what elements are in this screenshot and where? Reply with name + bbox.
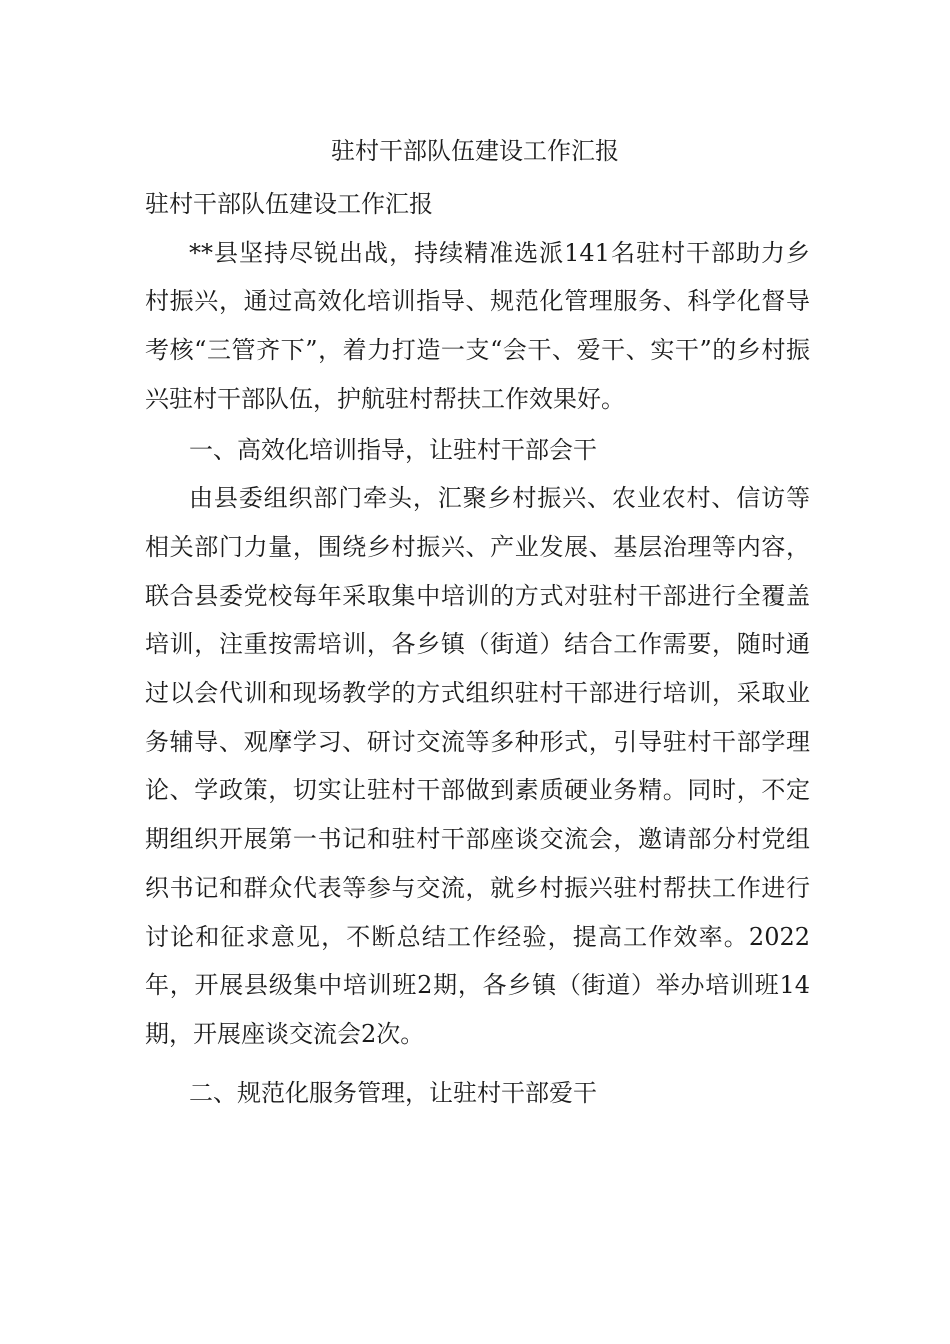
section-heading-1: 一、高效化培训指导，让驻村干部会干 [189,435,597,464]
intro-paragraph: **县坚持尽锐出战，持续精准选派141名驻村干部助力乡村振兴，通过高效化培训指导、规范化管理服务、科学化督导考核“三管齐下”，着力打造一支“会干、爱干、实干”的乡村振兴驻村干部队伍，护航驻村帮扶工作效果好。 [145,238,810,413]
section-heading-2: 二、规范化服务管理，让驻村干部爱干 [189,1078,597,1107]
document-subtitle: 驻村干部队伍建设工作汇报 [145,190,433,218]
document-title: 驻村干部队伍建设工作汇报 [331,137,619,165]
document-body [145,180,810,1117]
section-1-paragraph: 由县委组织部门牵头，汇聚乡村振兴、农业农村、信访等相关部门力量，围绕乡村振兴、产业发展、基层治理等内容，联合县委党校每年采取集中培训的方式对驻村干部进行全覆盖培训，注重按需培训，各乡镇（街道）结合工作需要，随时通过以会代训和现场教学的方式组织驻村干部进行培训，采取业务辅导、观摩学习、研讨交流等多种形式，引导驻村干部学理论、学政策，切实让驻村干部做到素质硬业务精。同时，不定期组织开展第一书记和驻村干部座谈交流会，邀请部分村党组织书记和群众代表等参与交流，就乡村振兴驻村帮扶工作进行讨论和征求意见，不断总结工作经验，提高工作效率。2022年，开展县级集中培训班2期，各乡镇（街道）举办培训班14期，开展座谈交流会2次。 [145,484,810,1048]
